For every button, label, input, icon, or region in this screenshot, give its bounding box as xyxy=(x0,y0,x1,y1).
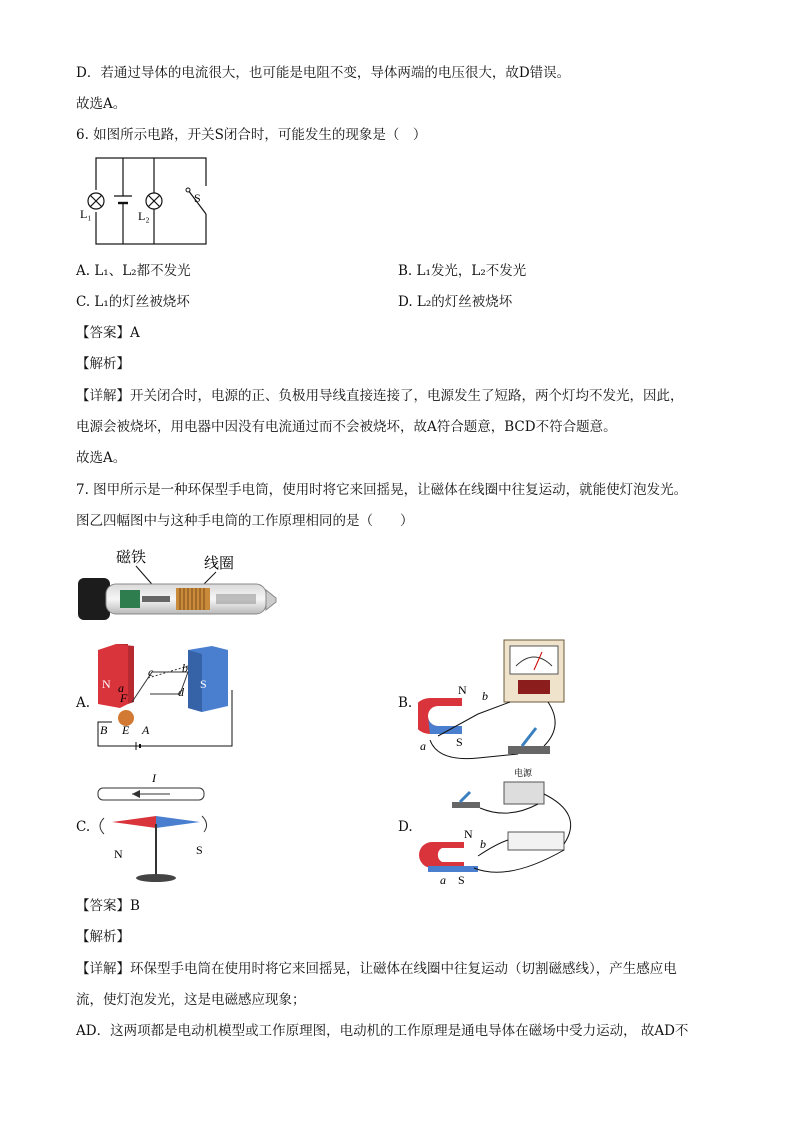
option-a-motor-figure xyxy=(92,642,242,757)
question-7-line-1: 7. 图甲所示是一种环保型手电筒，使用时将它来回摇晃，让磁体在线圈中往复运动，就能使灯泡发光。 xyxy=(76,482,688,498)
q6-option-c: C. L₁的灯丝被烧坏 xyxy=(76,294,190,310)
svg-text:S: S xyxy=(196,843,203,857)
svg-text:a: a xyxy=(420,739,426,753)
q7-option-b-label: B. xyxy=(398,695,413,711)
l2-label: L₂ xyxy=(138,209,150,223)
q6-option-b: B. L₁发光，L₂不发光 xyxy=(398,263,527,279)
option-b-generator-figure xyxy=(418,636,568,766)
q6-analysis: 【解析】 xyxy=(76,356,130,372)
q6-choose: 故选A。 xyxy=(76,450,127,466)
svg-text:S: S xyxy=(456,735,463,749)
explanation-d: D．若通过导体的电流很大，也可能是电阻不变，导体两端的电压很大，故D错误。 xyxy=(76,65,571,81)
svg-text:N: N xyxy=(102,677,111,691)
flashlight-figure xyxy=(76,540,286,630)
q7-option-c-label: C. xyxy=(76,819,91,835)
choose-line: 故选A。 xyxy=(76,96,127,112)
svg-text:d: d xyxy=(178,685,184,699)
switch-label: S xyxy=(194,191,201,205)
q6-detail-1 xyxy=(76,387,684,405)
question-7-line-2: 图乙四幅图中与这种手电筒的工作原理相同的是（ ） xyxy=(76,513,414,529)
svg-text:F: F xyxy=(120,691,128,705)
q6-option-a: A. L₁、L₂都不发光 xyxy=(76,263,191,279)
q7-answer xyxy=(76,897,140,915)
svg-text:a: a xyxy=(440,873,446,887)
detail-text: 开关闭合时，电源的正、负极用导线直接连接了，电源发生了短路，两个灯均不发光，因此， xyxy=(130,388,684,404)
l1-label: L₁ xyxy=(80,207,92,221)
q7-option-a-label: A. xyxy=(76,695,91,711)
q7-detail-1 xyxy=(76,960,677,978)
detail-mark: 【详解】 xyxy=(76,961,130,977)
svg-text:N: N xyxy=(464,827,473,841)
q7-detail-2: 流，使灯泡发光，这是电磁感应现象； xyxy=(76,992,306,1008)
coil-label: 线圈 xyxy=(204,554,235,572)
q6-detail-2: 电源会被烧坏，用电器中因没有电流通过而不会被烧坏，故A符合题意，BCD不符合题意。 xyxy=(76,419,617,435)
svg-text:S: S xyxy=(200,677,207,691)
svg-text:a: a xyxy=(118,681,124,695)
q6-option-d: D. L₂的灯丝被烧坏 xyxy=(398,294,513,310)
svg-text:N: N xyxy=(114,847,123,861)
svg-text:N: N xyxy=(458,683,467,697)
answer-mark: 【答案】 xyxy=(76,325,130,341)
svg-text:I: I xyxy=(152,771,156,785)
q7-analysis: 【解析】 xyxy=(76,929,130,945)
detail-text: 环保型手电筒在使用时将它来回摇晃，让磁体在线圈中往复运动（切割磁感线），产生感应电 xyxy=(130,961,677,977)
detail-mark: 【详解】 xyxy=(76,388,130,404)
svg-text:A: A xyxy=(142,723,150,737)
answer-value: B xyxy=(130,898,140,914)
answer-value: A xyxy=(130,325,140,341)
option-c-compass-figure xyxy=(90,764,220,888)
q6-circuit-diagram xyxy=(76,150,216,250)
svg-text:c: c xyxy=(148,665,154,679)
question-6: 6. 如图所示电路，开关S闭合时，可能发生的现象是（ ） xyxy=(76,127,427,143)
option-d-motor-figure xyxy=(418,764,588,888)
svg-text:b: b xyxy=(182,661,188,675)
q7-option-d-label: D. xyxy=(398,819,413,835)
svg-text:b: b xyxy=(482,689,488,703)
q6-answer xyxy=(76,324,140,342)
svg-text:电源: 电源 xyxy=(514,769,533,779)
svg-text:E: E xyxy=(122,723,130,737)
svg-text:B: B xyxy=(100,723,108,737)
answer-mark: 【答案】 xyxy=(76,898,130,914)
svg-text:b: b xyxy=(480,837,486,851)
svg-text:S: S xyxy=(458,873,465,887)
magnet-label: 磁铁 xyxy=(116,548,147,566)
q7-detail-3: AD．这两项都是电动机模型或工作原理图，电动机的工作原理是通电导体在磁场中受力运动， 故AD不 xyxy=(76,1023,689,1039)
